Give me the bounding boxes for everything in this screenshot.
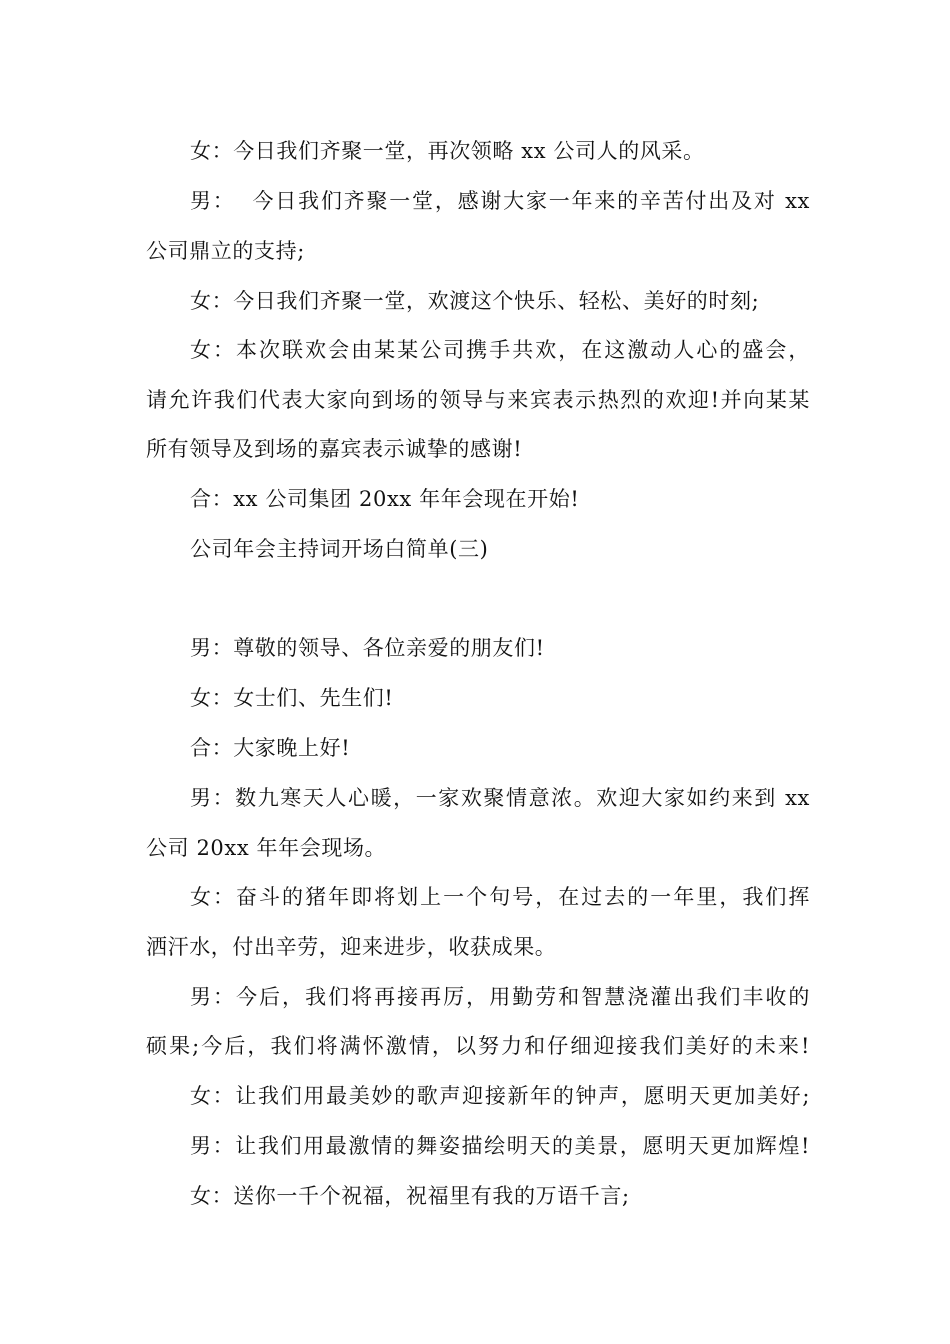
paragraph-line: 男：让我们用最激情的舞姿描绘明天的美景，愿明天更加辉煌! [190,1134,810,1158]
paragraph-line: 合：大家晚上好! [190,736,351,760]
paragraph-line: 女：今日我们齐聚一堂，再次领略 xx 公司人的风采。 [190,139,705,163]
paragraph-line: 合：xx 公司集团 20xx 年年会现在开始! [190,487,580,511]
paragraph-line: 所有领导及到场的嘉宾表示诚挚的感谢! [146,437,523,461]
paragraph-line: 硕果;今后，我们将满怀激情，以努力和仔细迎接我们美好的未来! [146,1034,810,1058]
paragraph-line: 女：本次联欢会由某某公司携手共欢，在这激动人心的盛会， [190,338,810,362]
paragraph-line: 公司 20xx 年年会现场。 [146,836,387,860]
paragraph-line: 男：今后，我们将再接再厉，用勤劳和智慧浇灌出我们丰收的 [190,985,810,1009]
paragraph-line: 男：数九寒天人心暖，一家欢聚情意浓。欢迎大家如约来到 xx [190,786,810,810]
paragraph-line: 请允许我们代表大家向到场的领导与来宾表示热烈的欢迎!并向某某 [146,388,810,412]
paragraph-line: 公司鼎立的支持; [146,239,305,263]
paragraph-line: 女：女士们、先生们! [190,686,394,710]
paragraph-line: 男：尊敬的领导、各位亲爱的朋友们! [190,636,545,660]
paragraph-line: 洒汗水，付出辛劳，迎来进步，收获成果。 [146,935,557,959]
paragraph-line: 女：让我们用最美妙的歌声迎接新年的钟声，愿明天更加美好; [190,1084,810,1108]
paragraph-line: 女：送你一千个祝福，祝福里有我的万语千言; [190,1184,630,1208]
section-heading: 公司年会主持词开场白简单(三) [190,537,489,561]
paragraph-line: 女：奋斗的猪年即将划上一个句号，在过去的一年里，我们挥 [190,885,810,909]
paragraph-line: 男： 今日我们齐聚一堂，感谢大家一年来的辛苦付出及对 xx [190,189,810,213]
paragraph-line: 女：今日我们齐聚一堂，欢渡这个快乐、轻松、美好的时刻; [190,289,760,313]
